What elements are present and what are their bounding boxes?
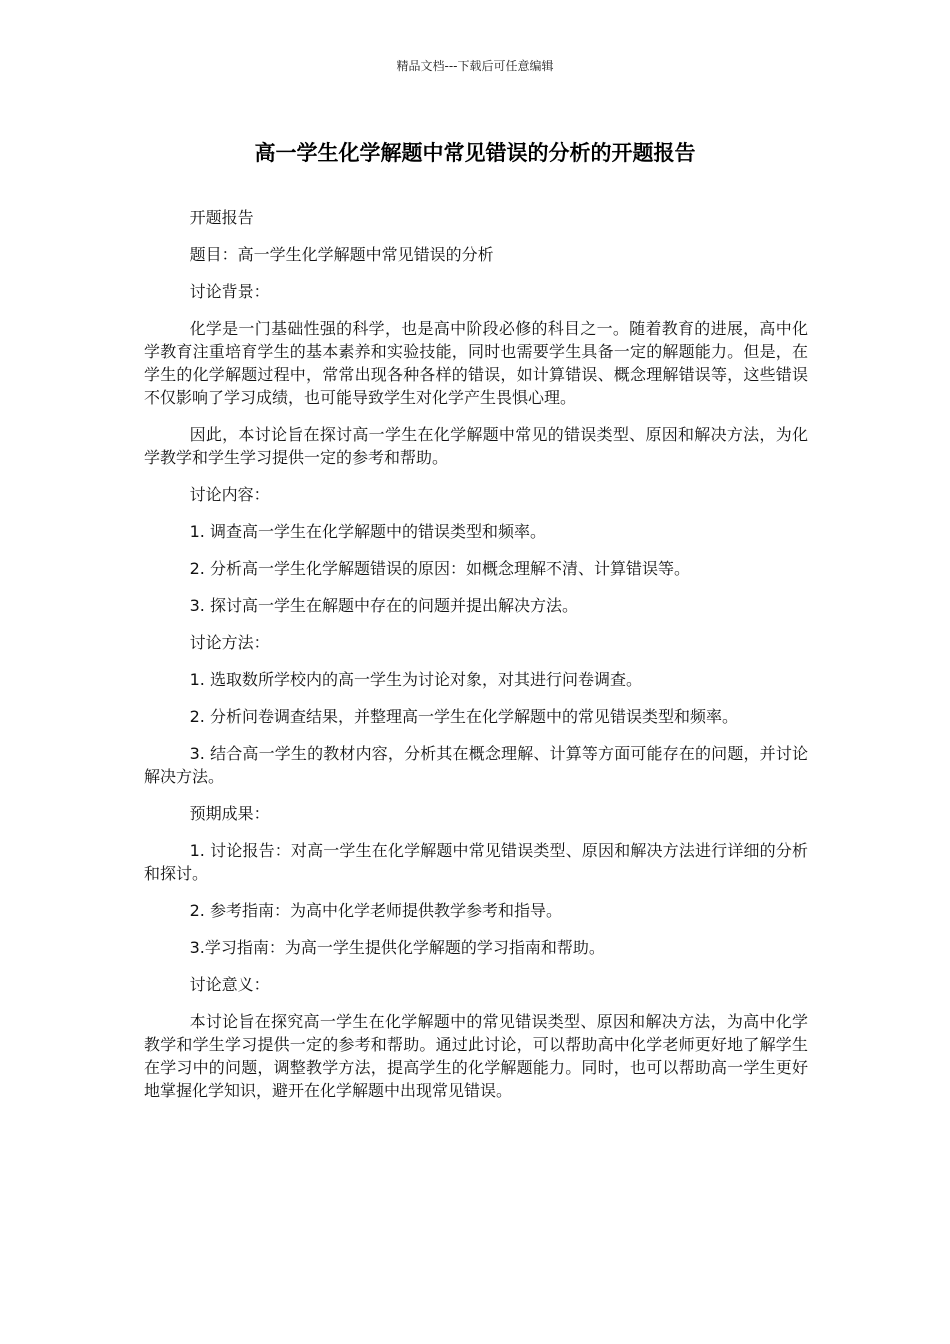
list-item-method-2: 2. 分析问卷调查结果，并整理高一学生在化学解题中的常见错误类型和频率。	[189, 707, 738, 726]
section-heading-background: 讨论背景：	[189, 282, 270, 301]
document-title: 高一学生化学解题中常见错误的分析的开题报告	[254, 141, 696, 165]
list-item-outcome-1: 1. 讨论报告：对高一学生在化学解题中常见错误类型、原因和解决方法进行详细的分析和探讨。	[144, 841, 808, 883]
list-item-content-2: 2. 分析高一学生化学解题错误的原因：如概念理解不清、计算错误等。	[189, 559, 690, 578]
list-item-content-3: 3. 探讨高一学生在解题中存在的问题并提出解决方法。	[189, 596, 578, 615]
list-item-outcome-2: 2. 参考指南：为高中化学老师提供教学参考和指导。	[189, 901, 562, 920]
paragraph-background-1: 化学是一门基础性强的科学，也是高中阶段必修的科目之一。随着教育的进展，高中化学教育注重培育学生的基本素养和实验技能，同时也需要学生具备一定的解题能力。但是，在学生的化学解题过程中，常常出现各种各样的错误，如计算错误、概念理解错误等，这些错误不仅影响了学习成绩，也可能导致学生对化学产生畏惧心理。	[144, 319, 808, 407]
paragraph-heading: 开题报告	[189, 208, 254, 227]
paragraph-background-2: 因此，本讨论旨在探讨高一学生在化学解题中常见的错误类型、原因和解决方法，为化学教学和学生学习提供一定的参考和帮助。	[144, 425, 808, 467]
header-note: 精品文档---下载后可任意编辑	[396, 59, 554, 73]
section-heading-outcomes: 预期成果：	[189, 804, 270, 823]
paragraph-topic: 题目：高一学生化学解题中常见错误的分析	[189, 245, 494, 264]
section-heading-content: 讨论内容：	[189, 485, 270, 504]
paragraph-significance: 本讨论旨在探究高一学生在化学解题中的常见错误类型、原因和解决方法，为高中化学教学和学生学习提供一定的参考和帮助。通过此讨论，可以帮助高中化学老师更好地了解学生在学习中的问题，调整教学方法，提高学生的化学解题能力。同时，也可以帮助高一学生更好地掌握化学知识，避开在化学解题中出现常见错误。	[144, 1012, 808, 1100]
list-item-content-1: 1. 调查高一学生在化学解题中的错误类型和频率。	[189, 522, 546, 541]
list-item-method-1: 1. 选取数所学校内的高一学生为讨论对象，对其进行问卷调查。	[189, 670, 642, 689]
section-heading-significance: 讨论意义：	[189, 975, 270, 994]
list-item-outcome-3: 3.学习指南：为高一学生提供化学解题的学习指南和帮助。	[189, 938, 605, 957]
section-heading-method: 讨论方法：	[189, 633, 270, 652]
list-item-method-3: 3. 结合高一学生的教材内容，分析其在概念理解、计算等方面可能存在的问题，并讨论解决方法。	[144, 744, 808, 786]
document-body	[144, 206, 808, 1116]
